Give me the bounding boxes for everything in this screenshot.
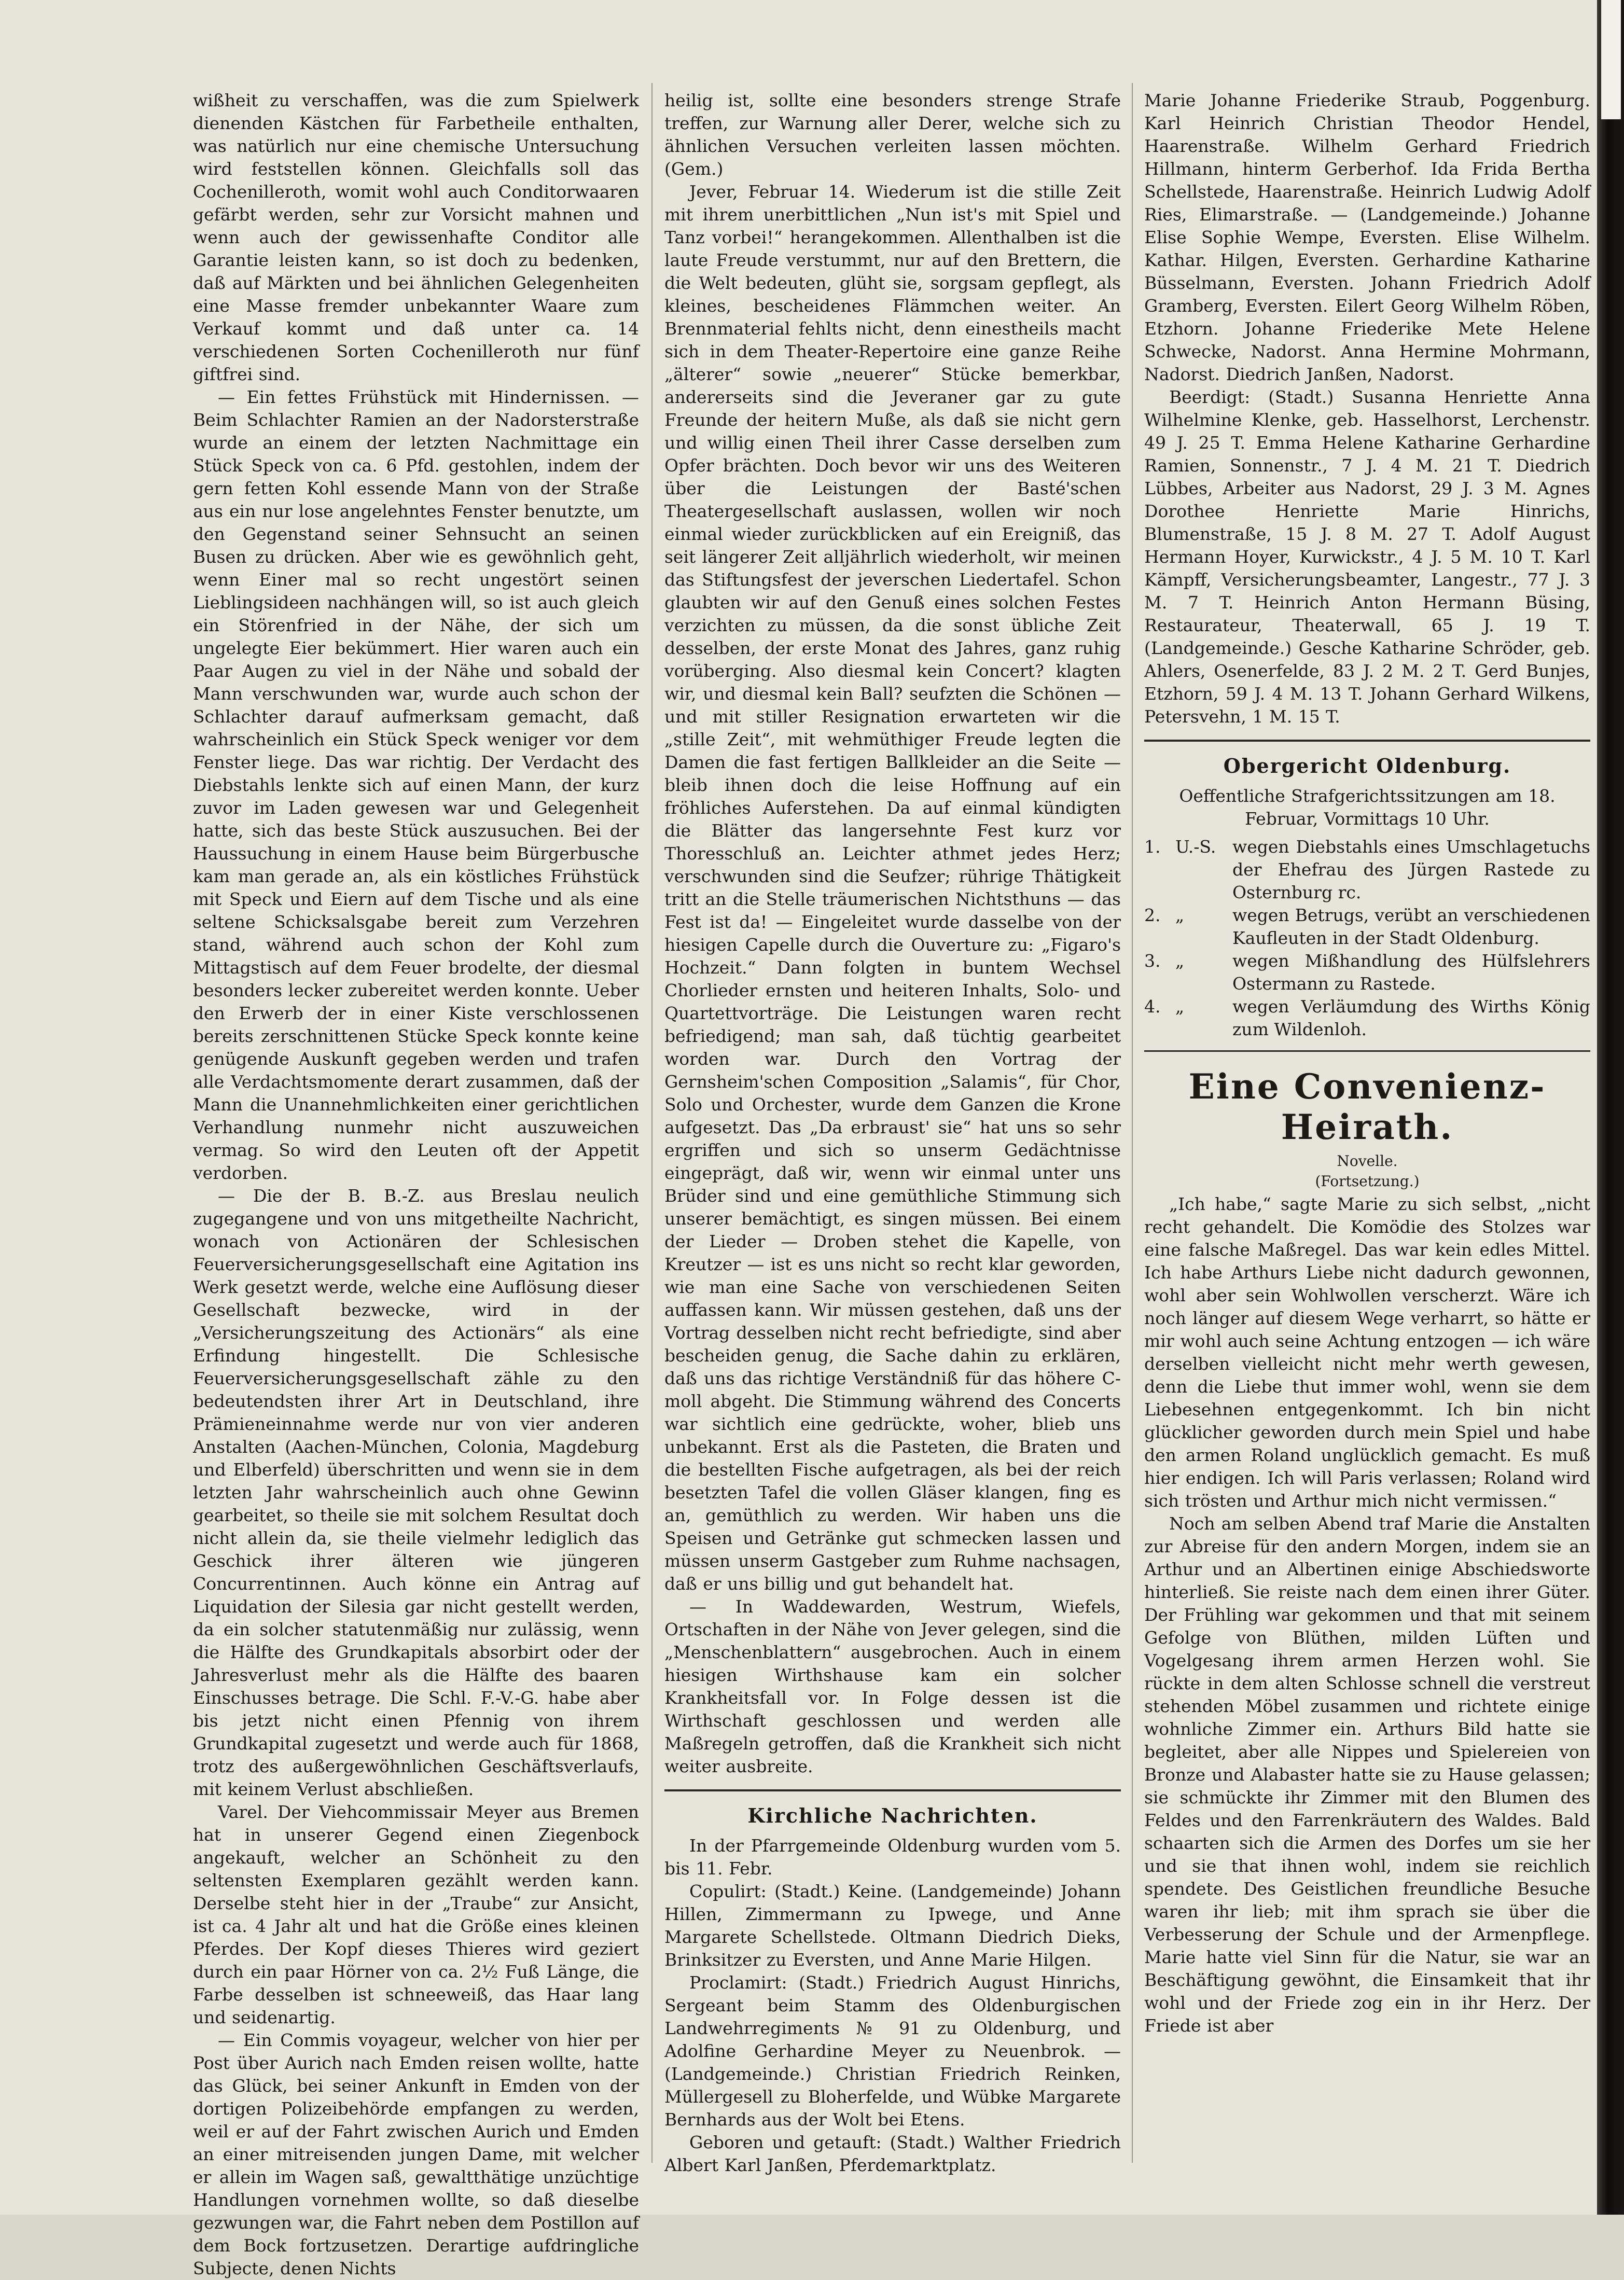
novel-genre: Novelle.: [1337, 1152, 1398, 1170]
novel-continuation: (Fortsetzung.): [1315, 1173, 1420, 1190]
court-item-number: 4.: [1144, 996, 1161, 1017]
kirche-geboren-cont: Marie Johanne Friederike Straub, Poggenburg. Karl Heinrich Christian Theodor Hendel, Haarenstraße. Wilhelm Gerhard Friedrich Hillmann, hinterm Gerberhof. Ida Frida Bertha Schellstede, Haarenstraße. Heinrich Ludwig Adolf Ries, Elimarstraße. — (Landgemeinde.) Johanne Elise Sophie Wempe, Eversten. Elise Wilhelm. Kathar. Hilgen, Eversten. Gerhardine Katharine Büsselmann, Eversten. Johann Friedrich Adolf Gramberg, Eversten. Eilert Georg Wilhelm Röben, Etzhorn. Johanne Friederike Mete Helene Schwecke, Nadorst. Anna Hermine Mohrmann, Nadorst. Diedrich Janßen, Nadorst.: [1144, 90, 1590, 384]
court-item-number: 1.: [1144, 837, 1161, 857]
column-rule-1: [651, 83, 653, 2163]
court-item-number: 3.: [1144, 951, 1161, 971]
court-item: [1144, 904, 1590, 950]
court-item-text: wegen Diebstahls eines Umschlagetuchs der Ehefrau des Jürgen Rastede zu Osternburg rc.: [1232, 837, 1590, 902]
article-commis-end: heilig ist, sollte eine besonders strenge Strafe treffen, zur Warnung aller Derer, welche sich zu ähnlichen Versuchen verleiten lassen möchten. (Gem.): [664, 90, 1121, 179]
kirche-geboren: Geboren und getauft: (Stadt.) Walther Friedrich Albert Karl Janßen, Pferdemarktplatz.: [664, 2132, 1121, 2175]
page-edge-shadow: [1597, 0, 1624, 2215]
section-rule-court: [1144, 740, 1590, 742]
court-intro: Oeffentliche Strafgerichtssitzungen am 18. Februar, Vormittags 10 Uhr.: [1179, 786, 1556, 829]
court-item-text: wegen Mißhandlung des Hülfslehrers Ostermann zu Rastede.: [1232, 951, 1590, 994]
article-fruehstueck: — Ein fettes Frühstück mit Hindernissen. — Beim Schlachter Ramien an der Nadorsterstraße wurde an einem der letzten Nachmittage ein Stück Speck von ca. 6 Pfd. gestohlen, indem der gern fetten Kohl essende Mann von der Straße aus ein nur lose angelehntes Fenster benutzte, um den Gegenstand seiner Sehnsucht an seinen Busen zu drücken. Aber wie es gewöhnlich geht, wenn Einer mal so recht ungestört seinen Lieblingsideen nachhängen will, so ist auch gleich ein Störenfried in der Nähe, der sich um ungelegte Eier bekümmert. Hier waren auch ein Paar Augen zu viel in der Nähe und sobald der Mann verschwunden war, wurde auch schon der Schlachter darauf aufmerksam gemacht, daß wahrscheinlich ein Stück Speck weniger vor dem Fenster liege. Das war richtig. Der Verdacht des Diebstahls lenkte sich auf einen Mann, der kurz zuvor im Laden gewesen war und Gelegenheit hatte, sich das beste Stück auszusuchen. Bei der Haussuchung in einem Hause beim Bürgerbusche kam man gerade an, als ein köstliches Frühstück mit Speck und Eiern auf dem Tische und als eine seltene Schicksalsgabe bereit zum Verzehren stand, während auch schon der Kohl zum Mittagstisch auf dem Feuer brodelte, der diesmal besonders lecker zubereitet werden konnte. Ueber den Erwerb der in einer Kiste verschlossenen bereits zerschnittenen Stücke Speck konnte keine genügende Auskunft gegeben werden und trafen alle Verdachtsmomente derart zusammen, daß der Mann die Unannehmlichkeiten einer gerichtlichen Verhandlung nunmehr nicht auszuweichen vermag. So wird den Leuten oft der Appetit verdorben.: [193, 387, 639, 1183]
section-rule-novel: [1144, 1050, 1590, 1052]
article-cochenille-end: wißheit zu verschaffen, was die zum Spielwerk dienenden Kästchen für Farbetheile enthalten, was natürlich nur eine chemische Untersuchung wird feststellen können. Gleichfalls soll das Cochenilleroth, womit wohl auch Conditorwaaren gefärbt werden, sehr zur Vorsicht mahnen und wenn auch der gewissenhafte Conditor alle Garantie leisten kann, so ist doch zu bedenken, daß auf Märkten und bei ähnlichen Gelegenheiten eine Masse fremder unbekannter Waare zum Verkauf kommt und daß unter ca. 14 verschiedenen Sorten Cochenilleroth nur fünf giftfrei sind.: [193, 90, 639, 384]
court-item-type: „: [1175, 905, 1185, 925]
article-varel-ziegenbock: Varel. Der Viehcommissair Meyer aus Bremen hat in unserer Gegend einen Ziegenbock angekauft, welcher an Schönheit zu den seltensten Exemplaren gezählt werden kann. Derselbe steht hier in der „Traube“ zur Ansicht, ist ca. 4 Jahr alt und hat die Größe eines kleinen Pferdes. Der Kopf dieses Thieres wird geziert durch ein paar Hörner von ca. 2½ Fuß Länge, die Farbe desselben ist schneeweiß, das Haar lang und seidenartig.: [193, 1802, 639, 2027]
column-middle: [664, 89, 1121, 2175]
novel-title: Eine Convenienz-Heirath.: [1188, 1066, 1546, 1147]
section-rule: [664, 1789, 1121, 1791]
court-item: [1144, 836, 1590, 904]
article-menschenblattern: — In Waddewarden, Westrum, Wiefels, Ortschaften in der Nähe von Jever gelegen, sind die „Menschenblattern“ ausgebrochen. Auch in einem hiesigen Wirthshause kam ein solcher Krankheitsfall vor. In Folge dessen ist die Wirthschaft geschlossen und werden alle Maßregeln getroffen, daß die Krankheit sich nicht weiter ausbreite.: [664, 1596, 1121, 1776]
kirche-copulirt: Copulirt: (Stadt.) Keine. (Landgemeinde) Johann Hillen, Zimmermann zu Ipwege, und Anne Margarete Schellstede. Oltmann Diedrich Dieks, Brinksitzer zu Eversten, und Anne Marie Hilgen.: [664, 1881, 1121, 1970]
heading-obergericht: Obergericht Oldenburg.: [1223, 754, 1511, 777]
column-left: [193, 89, 639, 2278]
heading-kirchliche-nachrichten: Kirchliche Nachrichten.: [747, 1804, 1038, 1827]
article-commis-voyageur: — Ein Commis voyageur, welcher von hier per Post über Aurich nach Emden reisen wollte, hatte das Glück, bei seiner Ankunft in Emden von der dortigen Polizeibehörde empfangen zu werden, weil er auf der Fahrt zwischen Aurich und Emden an einer mitreisenden jungen Dame, mit welcher er allein im Wagen saß, gewaltthätige unzüchtige Handlungen vornehmen wollte, so daß dieselbe gezwungen war, die Fahrt neben dem Postillon auf dem Bock fortzusetzen. Derartige aufdringliche Subjecte, denen Nichts: [193, 2030, 639, 2278]
court-item-type: „: [1175, 951, 1185, 971]
court-item-text: wegen Betrugs, verübt an verschiedenen Kaufleuten in der Stadt Oldenburg.: [1232, 905, 1590, 948]
court-item-number: 2.: [1144, 905, 1161, 925]
novel-paragraph-2: Noch am selben Abend traf Marie die Anstalten zur Abreise für den andern Morgen, indem sie an Arthur und an Albertinen einige Abschiedsworte hinterließ. Sie reiste nach dem einen ihrer Güter. Der Frühling war gekommen und that mit seinem Gefolge von Blüthen, milden Lüften und Vogelgesang ihrem armen Herzen wohl. Sie rückte in dem alten Schlosse schnell die verstreut stehenden Möbel zusammen und richtete einige wohnliche Zimmer ein. Arthurs Bild hatte sie begleitet, aber alle Nippes und Spielereien von Bronze und Alabaster hatte sie zu Hause gelassen; sie schmückte ihr Zimmer mit den Blumen des Feldes und den Farrenkräutern des Waldes. Bald schaarten sich die Armen des Dorfes um sie her und sie that ihnen wohl, indem sie reichlich spendete. Des Geistlichen freundliche Besuche waren ihr lieb; mit ihm sprach sie über die Verbesserung der Schule und der Armenpflege. Marie hatte viel Sinn für die Natur, sie war an Beschäftigung gewöhnt, die Einsamkeit that ihr wohl und der Friede zog ein in ihr Herz. Der Friede ist aber: [1144, 1513, 1590, 2036]
court-item-type: U.-S.: [1175, 837, 1216, 857]
novel-paragraph-1: „Ich habe,“ sagte Marie zu sich selbst, „nicht recht gehandelt. Die Komödie des Stolzes war eine falsche Maßregel. Das war kein edles Mittel. Ich habe Arthurs Liebe nicht dadurch gewonnen, wohl aber sein Wohlwollen verscherzt. Wäre ich noch länger auf diesem Wege verharrt, so hätte er mir wohl auch seine Achtung entzogen — ich wäre derselben vielleicht nicht mehr werth gewesen, denn die Liebe thut immer wohl, wenn sie dem Liebesehnen entgegenkommt. Ich bin nicht glücklicher geworden durch mein Spiel und habe den armen Roland unglücklich gemacht. Es muß hier endigen. Ich will Paris verlassen; Roland wird sich trösten und Arthur mich nicht vermissen.“: [1144, 1194, 1590, 1511]
kirche-intro: In der Pfarrgemeinde Oldenburg wurden vom 5. bis 11. Febr.: [664, 1836, 1121, 1879]
column-right: [1144, 89, 1590, 2158]
article-jever-liedertafel: Jever, Februar 14. Wiederum ist die stille Zeit mit ihrem unerbittlichen „Nun ist's mit Spiel und Tanz vorbei!“ herangekommen. Allenthalben ist die laute Freude verstummt, nur auf den Brettern, die die Welt bedeuten, glüht sie, sorgsam gepflegt, als kleines, bescheidenes Flämmchen weiter. An Brennmaterial fehlts nicht, denn einestheils macht sich in dem Theater-Repertoire eine ganze Reihe „älterer“ sowie „neuerer“ Stücke bemerkbar, andererseits sind die Jeveraner gar zu gute Freunde der heitern Muße, als daß sie nicht gern und willig einen Theil ihrer Casse derselben zum Opfer brächten. Doch bevor wir uns des Weiteren über die Leistungen der Basté'schen Theatergesellschaft auslassen, wollen wir noch einmal wieder zurückblicken auf ein Ereigniß, das seit längerer Zeit alljährlich wiederholt, wir meinen das Stiftungsfest der jeverschen Liedertafel. Schon glaubten wir auf den Genuß eines solchen Festes verzichten zu müssen, da die sonst übliche Zeit desselben, der erste Monat des Jahres, ganz ruhig vorüberging. Also diesmal kein Concert? klagten wir, und diesmal kein Ball? seufzten die Schönen — und mit stiller Resignation erwarteten wir die „stille Zeit“, mit wehmüthiger Freude legten die Damen die fast fertigen Ballkleider an die Seite — bleib ihnen doch die leise Hoffnung auf ein fröhliches Auferstehen. Da auf einmal kündigten die Blätter das langersehnte Fest kurz vor Thoresschluß an. Leichter athmet jedes Herz; verschwunden sind die Seufzer; rührige Thätigkeit tritt an die Stelle träumerischen Nichtsthuns — das Fest ist da! — Eingeleitet wurde dasselbe von der hiesigen Capelle durch die Ouverture zu: „Figaro's Hochzeit.“ Dann folgten in buntem Wechsel Chorlieder ernsten und heiteren Inhalts, Solo- und Quartettvorträge. Die Leistungen waren recht befriedigend; man sah, daß tüchtig gearbeitet worden war. Durch den Vortrag der Gernsheim'schen Composition „Salamis“, für Chor, Solo und Orchester, wurde dem Ganzen die Krone aufgesetzt. Das „Da erbraust' sie“ hat uns so sehr ergriffen und sich so unserm Gedächtnisse eingeprägt, daß wir, wenn wir einmal unter uns Brüder sind und eine gemüthliche Stimmung sich unserer bemächtigt, es singen müssen. Bei einem der Lieder — Droben stehet die Kapelle, von Kreutzer — ist es uns nicht so recht klar geworden, wie man eine Sache von verschiedenen Seiten auffassen kann. Wir müssen gestehen, daß uns der Vortrag desselben nicht recht befriedigte, sind aber bescheiden genug, die Sache dahin zu erklären, daß uns das richtige Verständniß für das höhere C-moll abgeht. Die Stimmung während des Concerts war sichtlich eine gedrückte, woher, blieb uns unbekannt. Erst als die Pasteten, die Braten und die bestellten Fische aufgetragen, als bei der reich besetzten Tafel die vollen Gläser klangen, fing es an, gemüthlich zu werden. Wir haben uns die Speisen und Getränke gut schmecken lassen und müssen unserm Gastgeber zum Ruhme nachsagen, daß er uns billig und gut behandelt hat.: [664, 182, 1121, 1594]
kirche-proclamirt: Proclamirt: (Stadt.) Friedrich August Hinrichs, Sergeant beim Stamm des Oldenburgischen Landwehrregiments № 91 zu Oldenburg, und Adolfine Gerhardine Meyer zu Neuenbrok. — (Landgemeinde.) Christian Friedrich Reinken, Müllergesell zu Bloherfelde, und Wübke Margarete Bernhards aus der Wolt bei Etens.: [664, 1972, 1121, 2130]
court-item-type: „: [1175, 996, 1185, 1017]
kirche-beerdigt: Beerdigt: (Stadt.) Susanna Henriette Anna Wilhelmine Klenke, geb. Hasselhorst, Lerchenstr. 49 J. 25 T. Emma Helene Katharine Gerhardine Ramien, Sonnenstr., 7 J. 4 M. 21 T. Diedrich Lübbes, Arbeiter aus Nadorst, 29 J. 3 M. Agnes Dorothee Henriette Marie Hinrichs, Blumenstraße, 15 J. 8 M. 27 T. Adolf August Hermann Hoyer, Kurwickstr., 4 J. 5 M. 10 T. Karl Kämpff, Versicherungsbeamter, Langestr., 77 J. 3 M. 7 T. Heinrich Anton Hermann Büsing, Restaurateur, Theaterwall, 65 J. 19 T. (Landgemeinde.) Gesche Katharine Schröder, geb. Ahlers, Osenerfelde, 83 J. 2 M. 2 T. Gerd Bunjes, Etzhorn, 59 J. 4 M. 13 T. Johann Gerhard Wilkens, Petersvehn, 1 M. 15 T.: [1144, 387, 1590, 727]
court-item-text: wegen Verläumdung des Wirths König zum Wildenloh.: [1232, 996, 1590, 1039]
column-rule-2: [1132, 83, 1133, 2163]
court-item: [1144, 995, 1590, 1041]
page-edge-tab: [1601, 0, 1621, 119]
court-item: [1144, 950, 1590, 995]
article-feuerversicherung: — Die der B. B.-Z. aus Breslau neulich zugegangene und von uns mitgetheilte Nachricht, wonach von Actionären der Schlesischen Feuerversicherungsgesellschaft eine Agitation ins Werk gesetzt werde, welche eine Auflösung dieser Gesellschaft bezwecke, wird in der „Versicherungszeitung des Actionärs“ als eine Erfindung hingestellt. Die Schlesische Feuerversicherungsgesellschaft zähle zu den bedeutendsten ihrer Art in Deutschland, ihre Prämieneinnahme werde nur von vier anderen Anstalten (Aachen-München, Colonia, Magdeburg und Elberfeld) überschritten und wenn sie in dem letzten Jahr wahrscheinlich auch ohne Gewinn gearbeitet, so theile sie mit solchem Resultat doch nicht allein da, sie theile vielmehr lediglich das Geschick ihrer älteren wie jüngeren Concurrentinnen. Auch könne ein Antrag auf Liquidation der Silesia gar nicht gestellt werden, da ein solcher statutenmäßig nur zulässig, wenn die Hälfte des Grundkapitals absorbirt oder der Jahresverlust mehr als die Hälfte des baaren Einschusses betrage. Die Schl. F.-V.-G. habe aber bis jetzt nicht einen Pfennig von ihrem Grundkapital zugesetzt und werde auch für 1868, trotz des außergewöhnlichen Geschäftsverlaufs, mit keinem Verlust abschließen.: [193, 1186, 639, 1799]
court-list: [1144, 836, 1590, 1041]
